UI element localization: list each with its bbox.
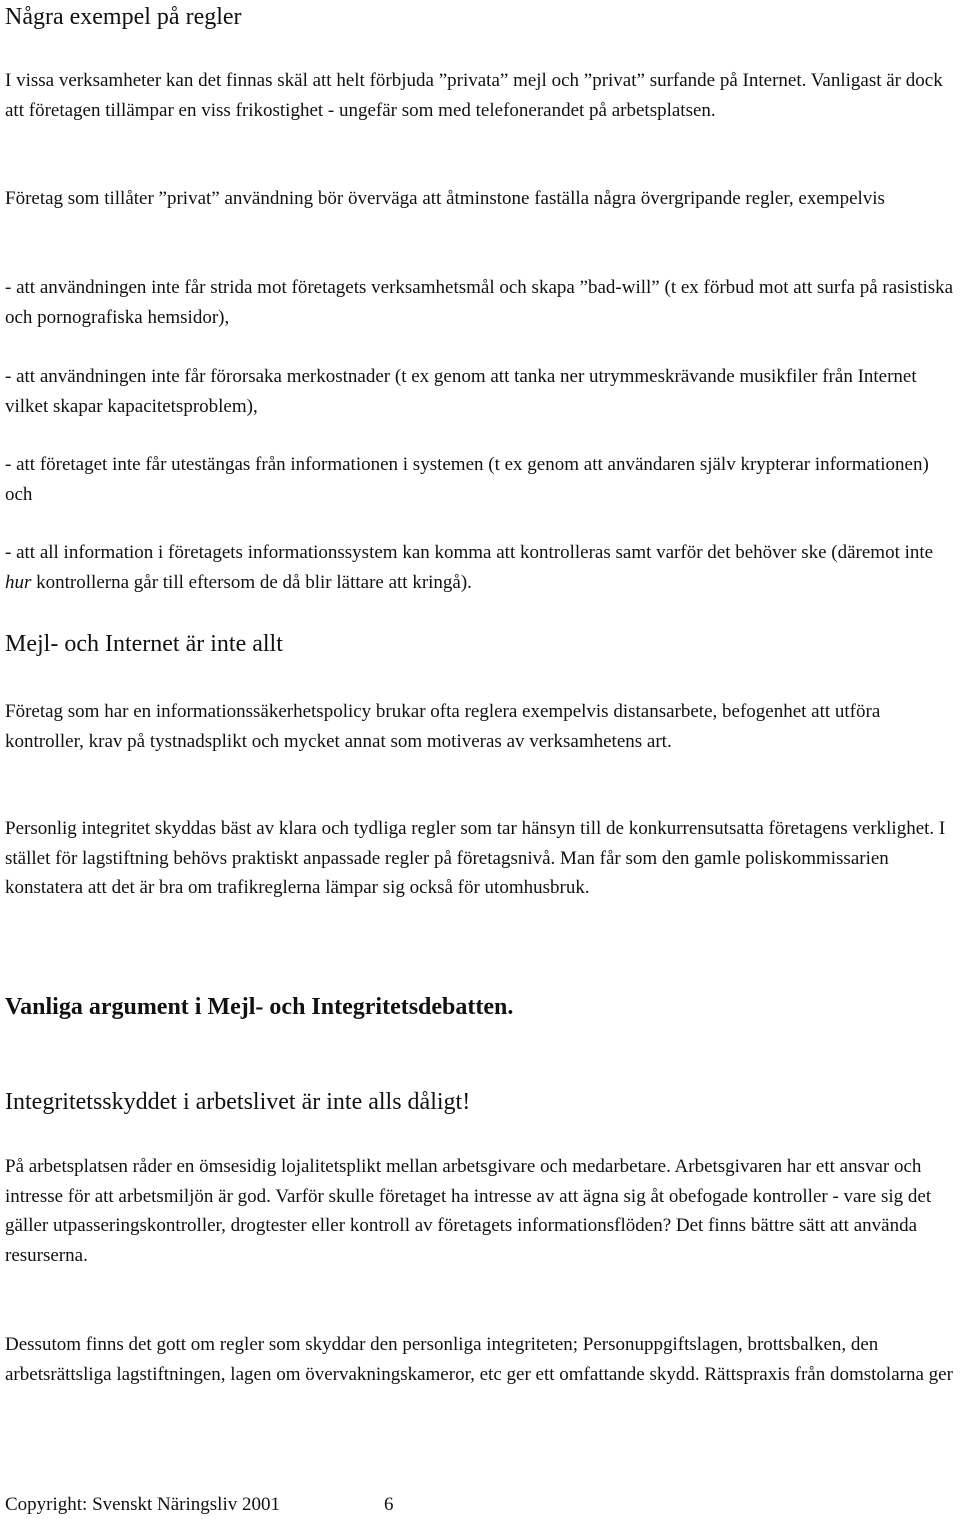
regulations-paragraph: Dessutom finns det gott om regler som skyddar den personliga integriteten; Personuppgiftslagen, brottsbalken, den arbetsrättsliga lagstiftningen, lagen om övervakningskameror, etc ger ett omfattande skydd. Rättspraxis från domstolarna ger	[5, 1334, 953, 1385]
integrity-paragraph: Personlig integritet skyddas bäst av klara och tydliga regler som tar hänsyn till de konkurrensutsatta företagens verklighet. I stället för lagstiftning behövs praktiskt anpassade regler på företagsnivå. Man får som den gamle poliskommissarien konstatera att det är bra om trafikreglerna lämpar sig också för utomhusbruk.	[5, 818, 946, 898]
rule-item-text: - att all information i företagets informationssystem kan komma att kontrolleras samt varför det behöver ske (däremot inte	[5, 542, 934, 563]
rule-item-text: kontrollerna går till eftersom de då blir lättare att kringå).	[31, 571, 472, 593]
page-footer	[5, 1492, 393, 1518]
page-title: Några exempel på regler	[5, 4, 242, 30]
section-heading: Mejl- och Internet är inte allt	[5, 631, 283, 657]
rule-item: - att användningen inte får strida mot företagets verksamhetsmål och skapa ”bad-will” (t ex förbud mot att surfa på rasistiska och pornografiska hemsidor),	[5, 277, 954, 328]
page-number: 6	[383, 1494, 394, 1515]
rule-item-emphasis: hur	[5, 571, 32, 593]
subsection-heading: Integritetsskyddet i arbetslivet är inte alls dåligt!	[5, 1089, 471, 1115]
copyright-text: Copyright: Svenskt Näringsliv 2001	[5, 1494, 280, 1515]
rule-item: - att företaget inte får utestängas från informationen i systemen (t ex genom att användaren själv krypterar informationen) och	[5, 454, 929, 505]
workplace-paragraph: På arbetsplatsen råder en ömsesidig lojalitetsplikt mellan arbetsgivare och medarbetare. Arbetsgivaren har ett ansvar och intresse för att arbetsmiljön är god. Varför skulle företaget ha intresse av att ägna sig åt obefogade kontroller - vare sig det gäller utpasseringskontroller, drogtester eller kontroll av företagets informationsflöden? Det finns bättre sätt att använda resurserna.	[5, 1156, 932, 1266]
policy-paragraph: Företag som har en informationssäkerhetspolicy brukar ofta reglera exempelvis distansarbete, befogenhet att utföra kontroller, krav på tystnadsplikt och mycket annat som motiveras av verksamhetens art.	[5, 701, 881, 752]
section-heading-bold: Vanliga argument i Mejl- och Integritetsdebatten.	[5, 994, 514, 1020]
regulation-intro-paragraph: Företag som tillåter ”privat” användning bör överväga att åtminstone faställa några övergripande regler, exempelvis	[5, 188, 885, 209]
intro-paragraph: I vissa verksamheter kan det finnas skäl att helt förbjuda ”privata” mejl och ”privat” surfande på Internet. Vanligast är dock att företagen tillämpar en viss frikostighet - ungefär som med telefonerandet på arbetsplatsen.	[5, 70, 943, 121]
rule-item	[5, 538, 955, 597]
rule-item: - att användningen inte får förorsaka merkostnader (t ex genom att tanka ner utrymmeskrävande musikfiler från Internet vilket skapar kapacitetsproblem),	[5, 366, 917, 417]
